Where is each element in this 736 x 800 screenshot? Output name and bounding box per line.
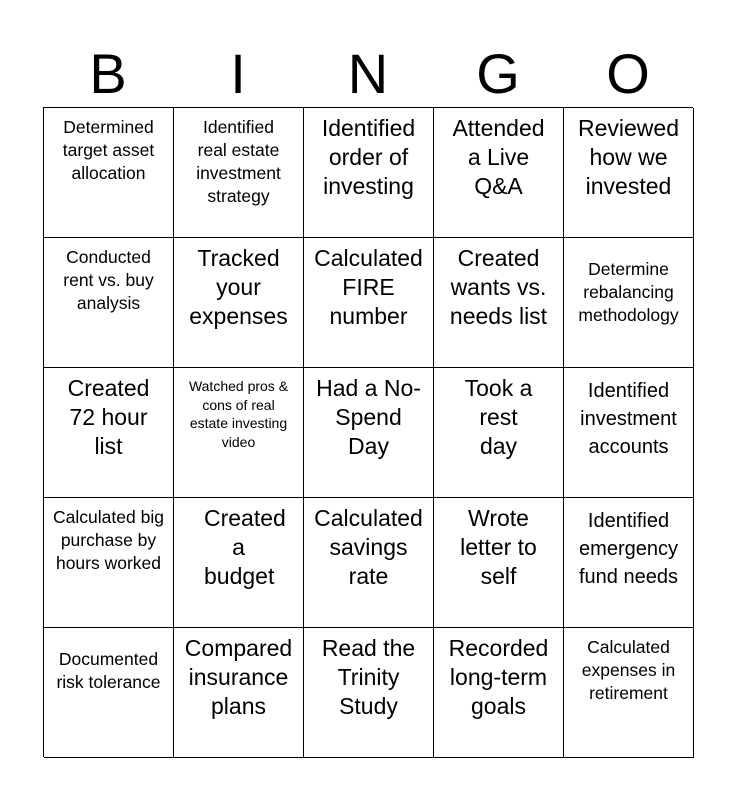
bingo-cell[interactable]	[44, 368, 174, 498]
bingo-cell[interactable]	[174, 498, 304, 628]
bingo-cell[interactable]	[174, 368, 304, 498]
bingo-cell[interactable]	[564, 628, 694, 758]
bingo-cell[interactable]	[174, 108, 304, 238]
bingo-cell-label: Read the Trinity Study	[321, 635, 416, 719]
bingo-cell[interactable]	[174, 238, 304, 368]
bingo-cell-label: Determined target asset allocation	[62, 117, 155, 183]
bingo-cell[interactable]	[44, 238, 174, 368]
bingo-cell-label: Attended a Live Q&A	[452, 115, 545, 199]
bingo-cell-label: Took a rest day	[464, 375, 533, 459]
bingo-cell[interactable]	[564, 108, 694, 238]
bingo-cell-label: Wrote letter to self	[460, 505, 537, 589]
bingo-cell[interactable]	[434, 498, 564, 628]
bingo-cell[interactable]	[434, 628, 564, 758]
bingo-cell-label: Calculated expenses in retirement	[581, 637, 676, 703]
bingo-cell[interactable]	[434, 108, 564, 238]
bingo-cell[interactable]	[434, 368, 564, 498]
bingo-cell[interactable]	[44, 498, 174, 628]
bingo-cell-label: Calculated big purchase by hours worked	[53, 507, 164, 573]
bingo-board	[43, 107, 693, 757]
bingo-cell-label: Identified order of investing	[321, 115, 416, 199]
bingo-cell[interactable]	[304, 238, 434, 368]
bingo-cell-label: Created 72 hour list	[67, 375, 150, 459]
bingo-cell[interactable]	[564, 498, 694, 628]
bingo-cell-label: Documented risk tolerance	[56, 649, 161, 692]
bingo-cell-label: Created wants vs. needs list	[449, 245, 548, 329]
bingo-cell-label: Calculated FIRE number	[314, 245, 423, 329]
bingo-cell-label: Identified real estate investment strategy	[196, 117, 281, 206]
bingo-cell-label: Identified emergency fund needs	[579, 510, 678, 588]
bingo-cell-label: Reviewed how we invested	[578, 115, 679, 199]
header-letter-o: O	[606, 42, 650, 105]
bingo-cell[interactable]	[304, 498, 434, 628]
bingo-cell-label: Created a budget	[204, 505, 286, 589]
header-letter-g: G	[476, 42, 520, 105]
bingo-cell-label: Tracked your expenses	[189, 245, 288, 329]
bingo-cell-label: Recorded long-term goals	[448, 635, 549, 719]
bingo-cell[interactable]	[304, 628, 434, 758]
bingo-cell[interactable]	[304, 368, 434, 498]
bingo-cell-label: Compared insurance plans	[184, 635, 293, 719]
bingo-header	[43, 40, 693, 108]
bingo-cell-label: Determine rebalancing methodology	[578, 259, 679, 325]
header-letter-i: I	[230, 42, 246, 105]
bingo-cell[interactable]	[564, 238, 694, 368]
bingo-cell[interactable]	[304, 108, 434, 238]
bingo-cell-label: Identified investment accounts	[580, 380, 677, 458]
header-letter-n: N	[347, 42, 389, 105]
bingo-cell[interactable]	[44, 108, 174, 238]
bingo-cell[interactable]	[564, 368, 694, 498]
bingo-cell[interactable]	[44, 628, 174, 758]
bingo-cell[interactable]	[434, 238, 564, 368]
bingo-cell-label: Calculated savings rate	[314, 505, 423, 589]
bingo-cell-label: Conducted rent vs. buy analysis	[63, 247, 154, 313]
bingo-cell-label: Had a No-Spend Day	[316, 375, 421, 459]
bingo-cell-label: Watched pros & cons of real estate investing video	[188, 378, 289, 450]
bingo-cell[interactable]	[174, 628, 304, 758]
header-letter-b: B	[89, 42, 127, 105]
